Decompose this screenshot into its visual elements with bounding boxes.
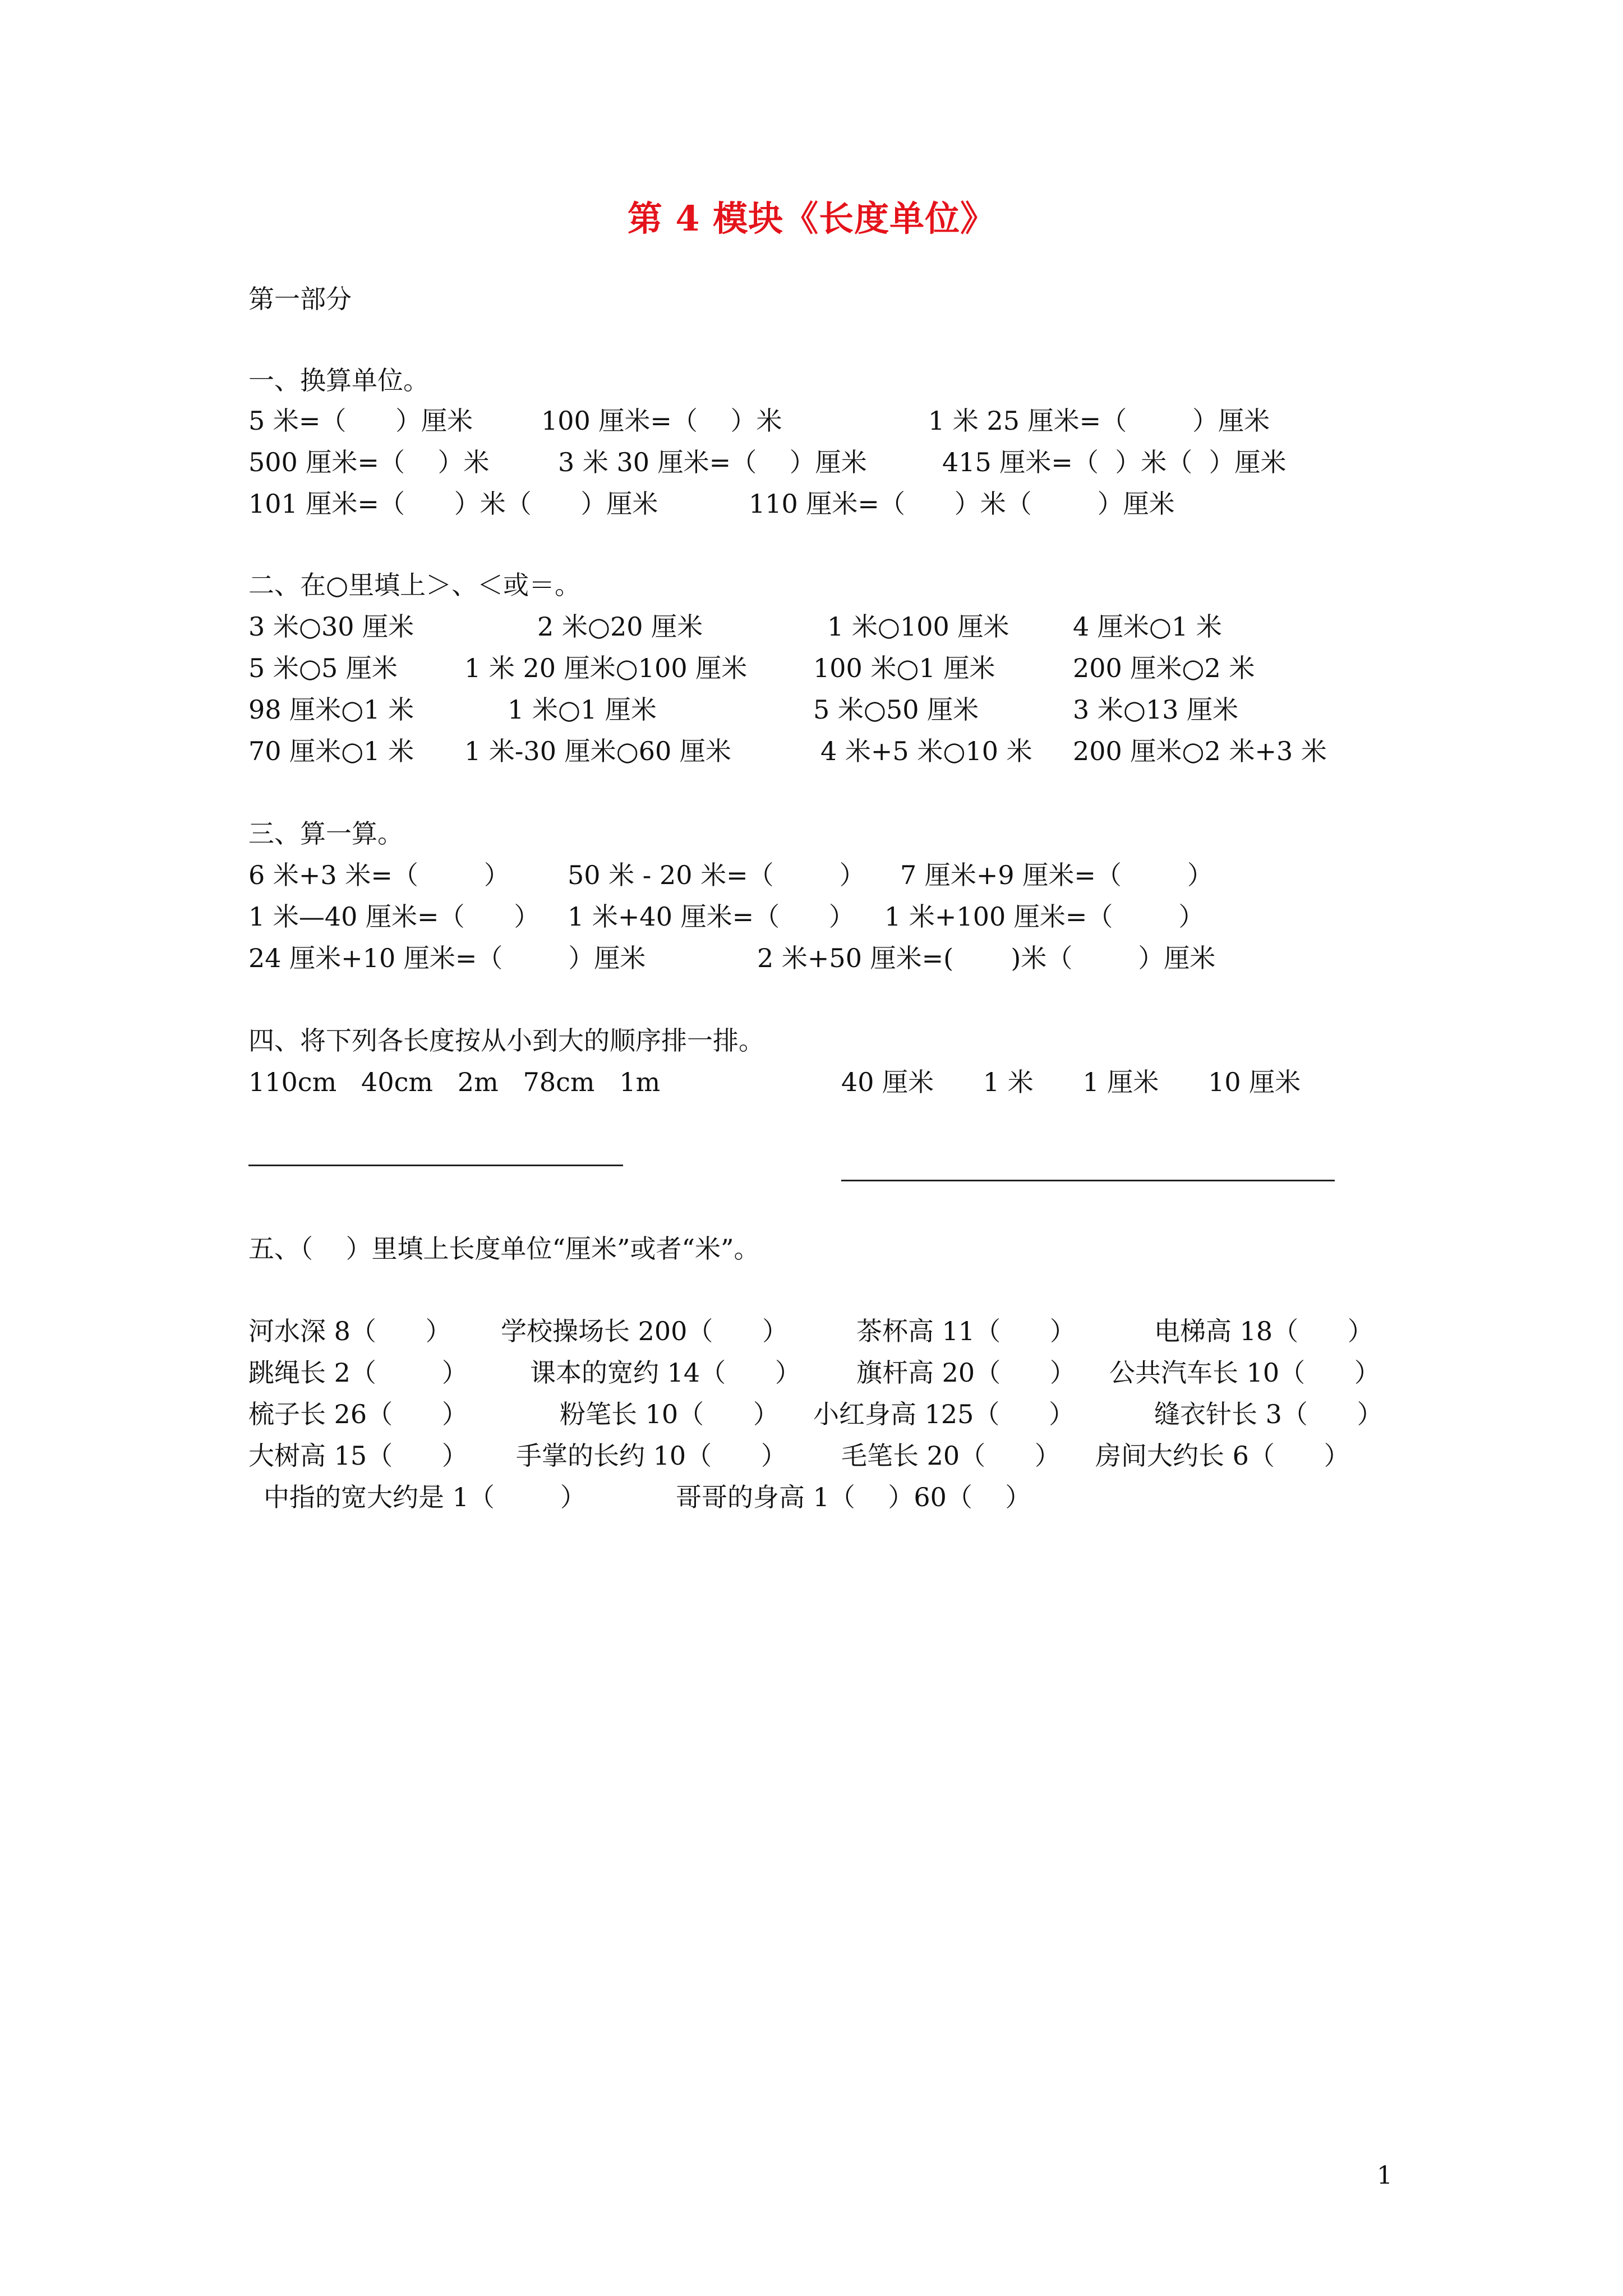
s5-r2-c3: 旗杆高 20（ ）	[856, 1358, 1076, 1388]
s2-r4-c3: 4 米+5 米○10 米	[820, 736, 1032, 766]
s1-r1-c1: 5 米=（ ）厘米	[248, 406, 473, 436]
s4-left-items: 110cm 40cm 2m 78cm 1m	[248, 1067, 661, 1097]
s1-r3-c2: 110 厘米=（ ）米（ ）厘米	[749, 489, 1175, 519]
s3-r3-c1: 24 厘米+10 厘米=（ ）厘米	[248, 943, 646, 973]
answer-line-left	[248, 1165, 623, 1166]
answer-line-right	[841, 1180, 1335, 1181]
s2-r3-c1: 98 厘米○1 米	[248, 694, 414, 725]
s5-r2-c2: 课本的宽约 14（ ）	[530, 1358, 801, 1388]
s2-r1-c1: 3 米○30 厘米	[248, 611, 414, 642]
section1-heading: 一、换算单位。	[248, 365, 429, 395]
s2-r2-c2: 1 米 20 厘米○100 厘米	[464, 653, 748, 683]
s5-r3-c3: 小红身高 125（ ）	[813, 1399, 1075, 1429]
s5-r1-c1: 河水深 8（ ）	[248, 1316, 451, 1346]
s5-r3-c2: 粉笔长 10（ ）	[560, 1399, 779, 1429]
s2-r4-c2: 1 米-30 厘米○60 厘米	[464, 736, 731, 766]
s5-r3-c4: 缝衣针长 3（ ）	[1154, 1399, 1383, 1429]
s5-r5-c2: 哥哥的身高 1（ ）60（ ）	[676, 1482, 1031, 1512]
s2-r2-c1: 5 米○5 厘米	[248, 653, 398, 683]
s5-r4-c1: 大树高 15（ ）	[248, 1441, 468, 1471]
s3-r1-c2: 50 米 - 20 米=（ ）	[568, 860, 865, 890]
s5-r1-c3: 茶杯高 11（ ）	[856, 1316, 1076, 1346]
s1-r2-c2: 3 米 30 厘米=（ ）厘米	[558, 447, 867, 477]
s3-r2-c1: 1 米—40 厘米=（ ）	[248, 901, 540, 932]
page-title: 第 4 模块《长度单位》	[627, 198, 996, 239]
s5-r2-c1: 跳绳长 2（ ）	[248, 1358, 468, 1388]
s2-r2-c4: 200 厘米○2 米	[1073, 653, 1255, 683]
s3-r2-c3: 1 米+100 厘米=（ ）	[884, 901, 1205, 932]
s1-r2-c3: 415 厘米=（ ）米（ ）厘米	[942, 447, 1287, 477]
s4-right-items: 40 厘米 1 米 1 厘米 10 厘米	[841, 1067, 1301, 1097]
s5-r4-c4: 房间大约长 6（ ）	[1095, 1441, 1350, 1471]
page-number: 1	[1377, 2161, 1393, 2190]
s2-r1-c3: 1 米○100 厘米	[827, 611, 1009, 642]
s5-r4-c2: 手掌的长约 10（ ）	[516, 1441, 787, 1471]
s5-r3-c1: 梳子长 26（ ）	[248, 1399, 468, 1429]
section4-heading: 四、将下列各长度按从小到大的顺序排一排。	[248, 1025, 764, 1056]
s2-r3-c4: 3 米○13 厘米	[1073, 694, 1239, 725]
s2-r1-c4: 4 厘米○1 米	[1073, 611, 1222, 642]
s3-r1-c3: 7 厘米+9 厘米=（ ）	[900, 860, 1213, 890]
s1-r1-c2: 100 厘米=（ ）米	[541, 406, 782, 436]
section3-heading: 三、算一算。	[248, 818, 403, 849]
s1-r1-c3: 1 米 25 厘米=（ ）厘米	[928, 406, 1270, 436]
s1-r2-c1: 500 厘米=（ ）米	[248, 447, 490, 477]
s2-r4-c1: 70 厘米○1 米	[248, 736, 414, 766]
s1-r3-c1: 101 厘米=（ ）米（ ）厘米	[248, 489, 658, 519]
s2-r3-c2: 1 米○1 厘米	[508, 694, 657, 725]
s3-r1-c1: 6 米+3 米=（ ）	[248, 860, 510, 890]
s5-r5-c1: 中指的宽大约是 1（ ）	[264, 1482, 586, 1512]
part-label: 第一部分	[248, 284, 352, 314]
s5-r1-c2: 学校操场长 200（ ）	[501, 1316, 789, 1346]
section2-heading: 二、在○里填上＞、＜或＝。	[248, 570, 581, 600]
s5-r4-c3: 毛笔长 20（ ）	[841, 1441, 1061, 1471]
s5-r1-c4: 电梯高 18（ ）	[1154, 1316, 1373, 1346]
s3-r3-c2: 2 米+50 厘米=( )米（ ）厘米	[757, 943, 1216, 973]
s2-r2-c3: 100 米○1 厘米	[813, 653, 995, 683]
s2-r4-c4: 200 厘米○2 米+3 米	[1073, 736, 1327, 766]
section5-heading: 五、（ ）里填上长度单位“厘米”或者“米”。	[248, 1234, 760, 1264]
s2-r3-c3: 5 米○50 厘米	[813, 694, 979, 725]
s3-r2-c2: 1 米+40 厘米=（ ）	[568, 901, 855, 932]
s5-r2-c4: 公共汽车长 10（ ）	[1109, 1358, 1380, 1388]
s2-r1-c2: 2 米○20 厘米	[537, 611, 703, 642]
